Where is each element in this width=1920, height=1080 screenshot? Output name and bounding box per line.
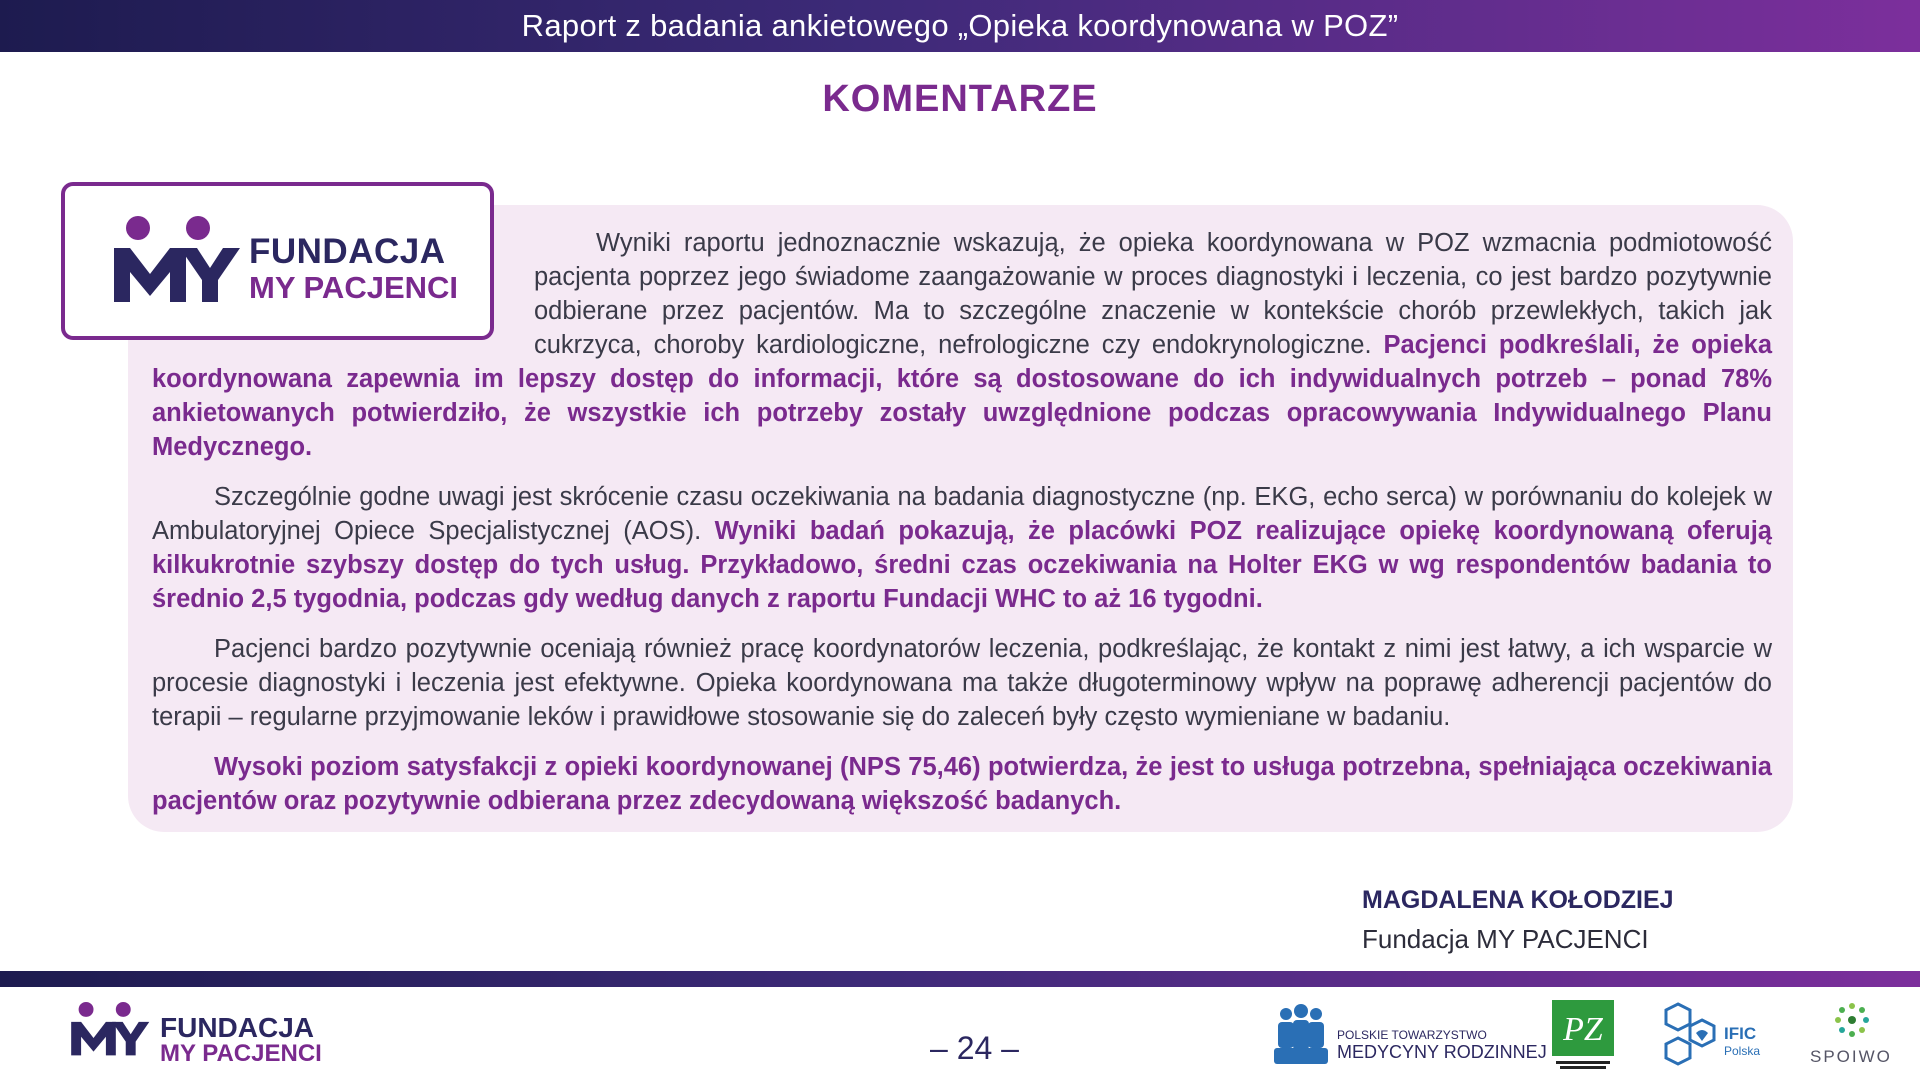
- p1-bold: Pacjenci podkreślali, że opieka koordynowana zapewnia im lepszy dostęp do informacji, które są dostosowane do ich indywidualnych potrzeb – ponad 78% ankietowanych potwierdziło, że wszystkie ich potrzeby zostały uwzględnione podczas opracowywania Indywidualnego Planu Medycznego.: [152, 331, 1773, 461]
- comment-text: [152, 226, 1772, 834]
- ptmr-text-2: MEDYCYNY RODZINNEJ: [1337, 1042, 1547, 1062]
- p3-normal: Pacjenci bardzo pozytywnie oceniają również pracę koordynatorów leczenia, podkreślając, że kontakt z nimi jest łatwy, a ich wsparcie w procesie diagnostyki i leczenia jest efektywne. Opieka koordynowana ma także długoterminowy wpływ na poprawę adherencji pacjentów do terapii – regularne przyjmowanie leków i prawidłowe stosowanie się do zaleceń były często wymieniane w badaniu.: [152, 635, 1772, 731]
- author-name: MAGDALENA KOŁODZIEJ: [1362, 886, 1674, 914]
- logo-fundacja-text: FUNDACJA: [249, 232, 446, 271]
- footer-my-logo-icon: [64, 1002, 154, 1064]
- page-number: – 24 –: [930, 1030, 1019, 1066]
- spoiwo-text: SPOIWO: [1810, 1047, 1892, 1066]
- ific-logo-icon: [1662, 1000, 1724, 1072]
- header-bar: [0, 0, 1920, 52]
- spoiwo-logo-icon: [1828, 1000, 1876, 1040]
- ptmr-logo-icon: [1272, 1004, 1330, 1066]
- svg-text:PZ: PZ: [1563, 1011, 1603, 1048]
- p1-normal: Wyniki raportu jednoznacznie wskazują, że opieka koordynowana w POZ wzmacnia podmiotowość pacjenta poprzez jego świadome zaangażowanie w proces diagnostyki i leczenia, co jest bardzo pozytywnie odbierane przez pacjentów. Ma to szczególne znaczenie w kontekście chorób przewlekłych, takich jak cukrzyca, choroby kardiologiczne, nefrologiczne czy endokrynologiczne.: [534, 229, 1772, 359]
- comment-paragraph-3: [152, 632, 1772, 734]
- p4-bold: Wysoki poziom satysfakcji z opieki koordynowanej (NPS 75,46) potwierdza, że jest to usługa potrzebna, spełniająca oczekiwania pacjentów oraz pozytywnie odbierana przez zdecydowaną większość badanych.: [152, 753, 1772, 815]
- ific-title: IFIC: [1724, 1024, 1757, 1043]
- footer-logo-mypacjenci: MY PACJENCI: [160, 1040, 322, 1067]
- logo-mypacjenci-text: MY PACJENCI: [249, 270, 459, 305]
- author-org: Fundacja MY PACJENCI: [1362, 924, 1649, 954]
- p2-bold: Wyniki badań pokazują, że placówki POZ realizujące opiekę koordynowaną oferują kilkukrotnie szybszy dostęp do tych usług. Przykładowo, średni czas oczekiwania na Holter EKG w wg respondentów badania to średnio 2,5 tygodnia, podczas gdy według danych z raportu Fundacji WHC to aż 16 tygodni.: [152, 517, 1772, 613]
- report-title: Raport z badania ankietowego „Opieka koordynowana w POZ”: [521, 8, 1399, 43]
- comment-paragraph-2: [152, 480, 1772, 616]
- comment-paragraph-4: [152, 750, 1772, 818]
- footer-logo-fundacja: FUNDACJA: [160, 1012, 314, 1043]
- section-title: KOMENTARZE: [822, 78, 1098, 120]
- p2-normal: Szczególnie godne uwagi jest skrócenie czasu oczekiwania na badania diagnostyczne (np. EKG, echo serca) w porównaniu do kolejek w Ambulatoryjnej Opiece Specjalistycznej (AOS).: [152, 483, 1772, 545]
- ific-sub: Polska: [1724, 1044, 1761, 1058]
- porozumienie-zielonogorskie-logo-icon: [1552, 1000, 1614, 1072]
- footer-bar: [0, 971, 1920, 987]
- ptmr-text-1: POLSKIE TOWARZYSTWO: [1337, 1028, 1487, 1042]
